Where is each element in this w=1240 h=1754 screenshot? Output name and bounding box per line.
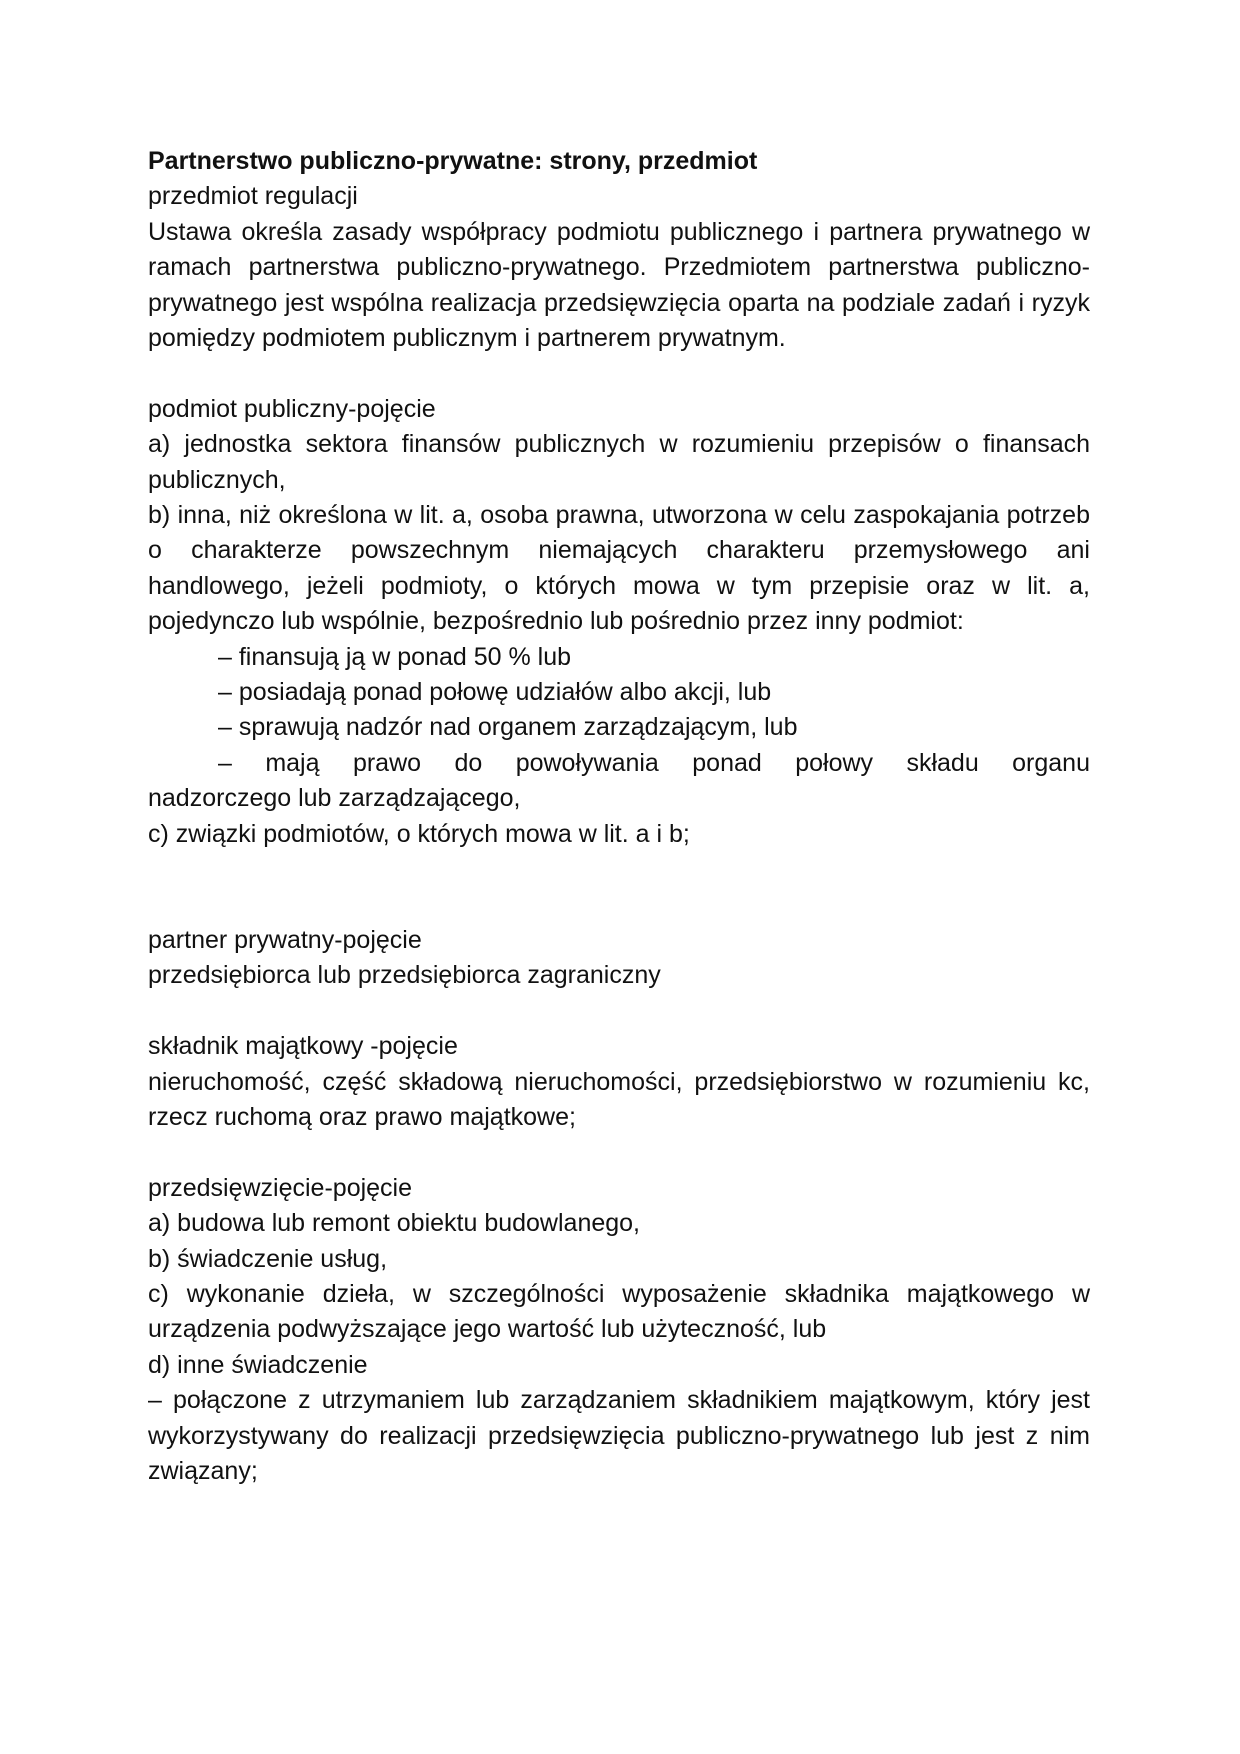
section-heading-partner-prywatny: partner prywatny-pojęcie xyxy=(148,925,422,954)
list-item-a: a) budowa lub remont obiektu budowlanego, xyxy=(148,1209,641,1238)
list-item-a: a) jednostka sektora finansów publicznych w rozumieniu przepisów o finansach publicznych, xyxy=(148,430,1090,494)
paragraph-skladnik-majatkowy: nieruchomość, część składową nieruchomości, przedsiębiorstwo w rozumieniu kc, rzecz ruchomą oraz prawo majątkowe; xyxy=(148,1067,1090,1131)
dash-item-2: – posiadają ponad połowę udziałów albo akcji, lub xyxy=(218,678,772,707)
list-item-d: d) inne świadczenie xyxy=(148,1350,368,1379)
document-title: Partnerstwo publiczno-prywatne: strony, przedmiot xyxy=(148,147,758,175)
list-item-c: c) wykonanie dzieła, w szczególności wyposażenie składnika majątkowego w urządzenia podwyższające jego wartość lub użyteczność, lub xyxy=(148,1279,1090,1344)
spacer xyxy=(148,356,1090,391)
section-heading-przedsiewziecie: przedsięwzięcie-pojęcie xyxy=(148,1173,413,1202)
dash-item-1: – finansują ją w ponad 50 % lub xyxy=(218,642,572,671)
paragraph-przedmiot-regulacji: Ustawa określa zasady współpracy podmiotu publicznego i partnera prywatnego w ramach partnerstwa publiczno-prywatnego. Przedmiotem partnerstwa publiczno-prywatnego jest wspólna realizacja przedsięwzięcia oparta na podziale zadań i ryzyk pomiędzy podmiotem publicznym i partnerem prywatnym. xyxy=(148,217,1090,353)
spacer xyxy=(148,994,1090,1029)
dash-item-4-continuation: nadzorczego lub zarządzającego, xyxy=(148,784,521,813)
list-item-b: b) świadczenie usług, xyxy=(148,1244,388,1273)
document-page xyxy=(148,144,1090,1489)
list-item-b: b) inna, niż określona w lit. a, osoba prawna, utworzona w celu zaspokajania potrzeb o charakterze powszechnym niemających charakteru przemysłowego ani handlowego, jeżeli podmioty, o których mowa w tym przepisie oraz w lit. a, pojedynczo lub wspólnie, bezpośrednio lub pośrednio przez inny podmiot: xyxy=(148,501,1090,636)
dash-item-4: – mają prawo do powoływania ponad połowy składu organu xyxy=(218,748,1090,777)
spacer xyxy=(148,1135,1090,1170)
paragraph-przedsiewziecie-tail: – połączone z utrzymaniem lub zarządzaniem składnikiem majątkowym, który jest wykorzystywany do realizacji przedsięwzięcia publiczno-prywatnego lub jest z nim związany; xyxy=(148,1386,1090,1485)
section-heading-skladnik-majatkowy: składnik majątkowy -pojęcie xyxy=(148,1032,458,1061)
section-heading-podmiot-publiczny: podmiot publiczny-pojęcie xyxy=(148,394,436,423)
paragraph-partner-prywatny: przedsiębiorca lub przedsiębiorca zagraniczny xyxy=(148,961,661,990)
dash-item-3: – sprawują nadzór nad organem zarządzającym, lub xyxy=(218,713,798,742)
spacer xyxy=(148,852,1090,923)
section-heading-przedmiot-regulacji: przedmiot regulacji xyxy=(148,182,358,211)
list-item-c: c) związki podmiotów, o których mowa w lit. a i b; xyxy=(148,819,690,848)
